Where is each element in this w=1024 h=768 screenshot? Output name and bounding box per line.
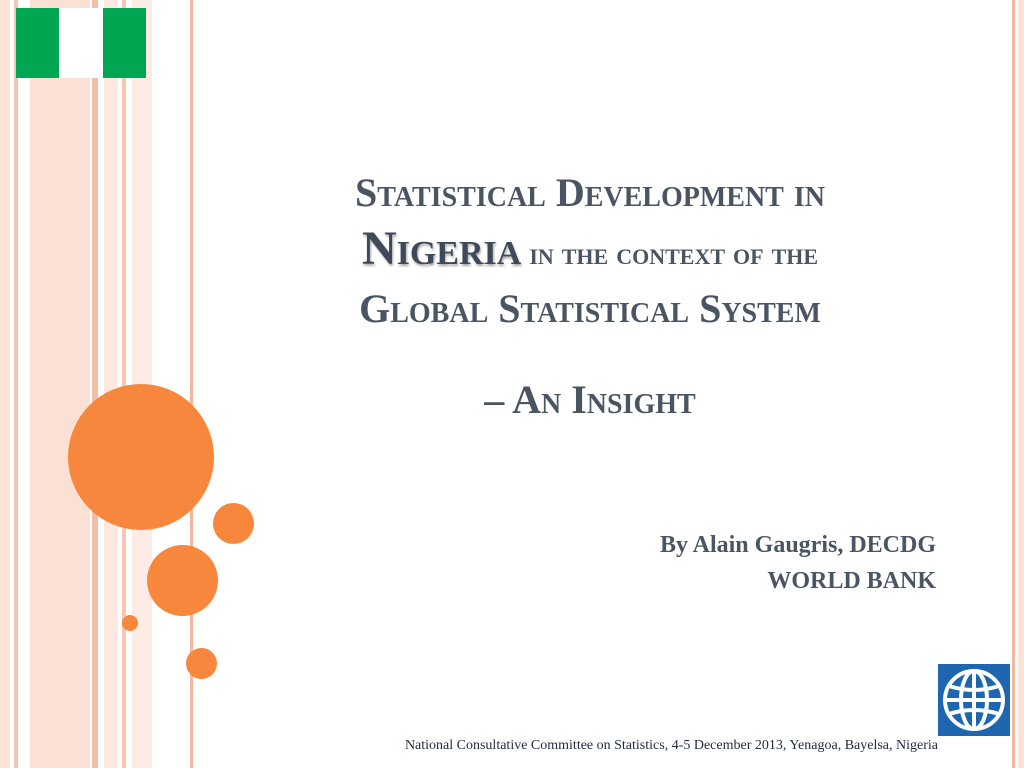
decor-stripe	[92, 0, 98, 768]
decor-circle	[213, 503, 254, 544]
nigeria-flag-icon	[16, 8, 146, 78]
footer-note: National Consultative Committee on Statistics, 4-5 December 2013, Yenagoa, Bayelsa, Nigeria	[404, 738, 938, 753]
decor-circle	[147, 545, 218, 616]
author-organization: WORLD BANK	[767, 568, 936, 594]
decor-stripe-right	[1012, 0, 1015, 768]
decor-stripe	[0, 0, 10, 768]
decor-stripe-right	[1018, 0, 1024, 768]
slide-title	[230, 165, 950, 337]
byline	[660, 527, 936, 599]
decor-circle	[68, 384, 214, 530]
decor-circle	[122, 615, 138, 631]
title-line-2-rest: in the context of the	[521, 235, 819, 271]
title-line-3: Global Statistical System	[359, 286, 821, 331]
slide-subtitle: – An Insight	[484, 377, 696, 422]
decor-stripe	[30, 0, 90, 768]
decor-stripe	[104, 0, 118, 768]
title-line-1: Statistical Development in	[355, 170, 825, 215]
decor-circle	[186, 648, 217, 679]
world-bank-globe-icon	[938, 664, 1010, 736]
decor-stripe	[122, 0, 126, 768]
title-line-2	[230, 221, 950, 281]
title-highlight-nigeria: Nigeria	[361, 222, 522, 275]
author-name: By Alain Gaugris, DECDG	[659, 532, 936, 558]
decor-stripe	[14, 0, 18, 768]
